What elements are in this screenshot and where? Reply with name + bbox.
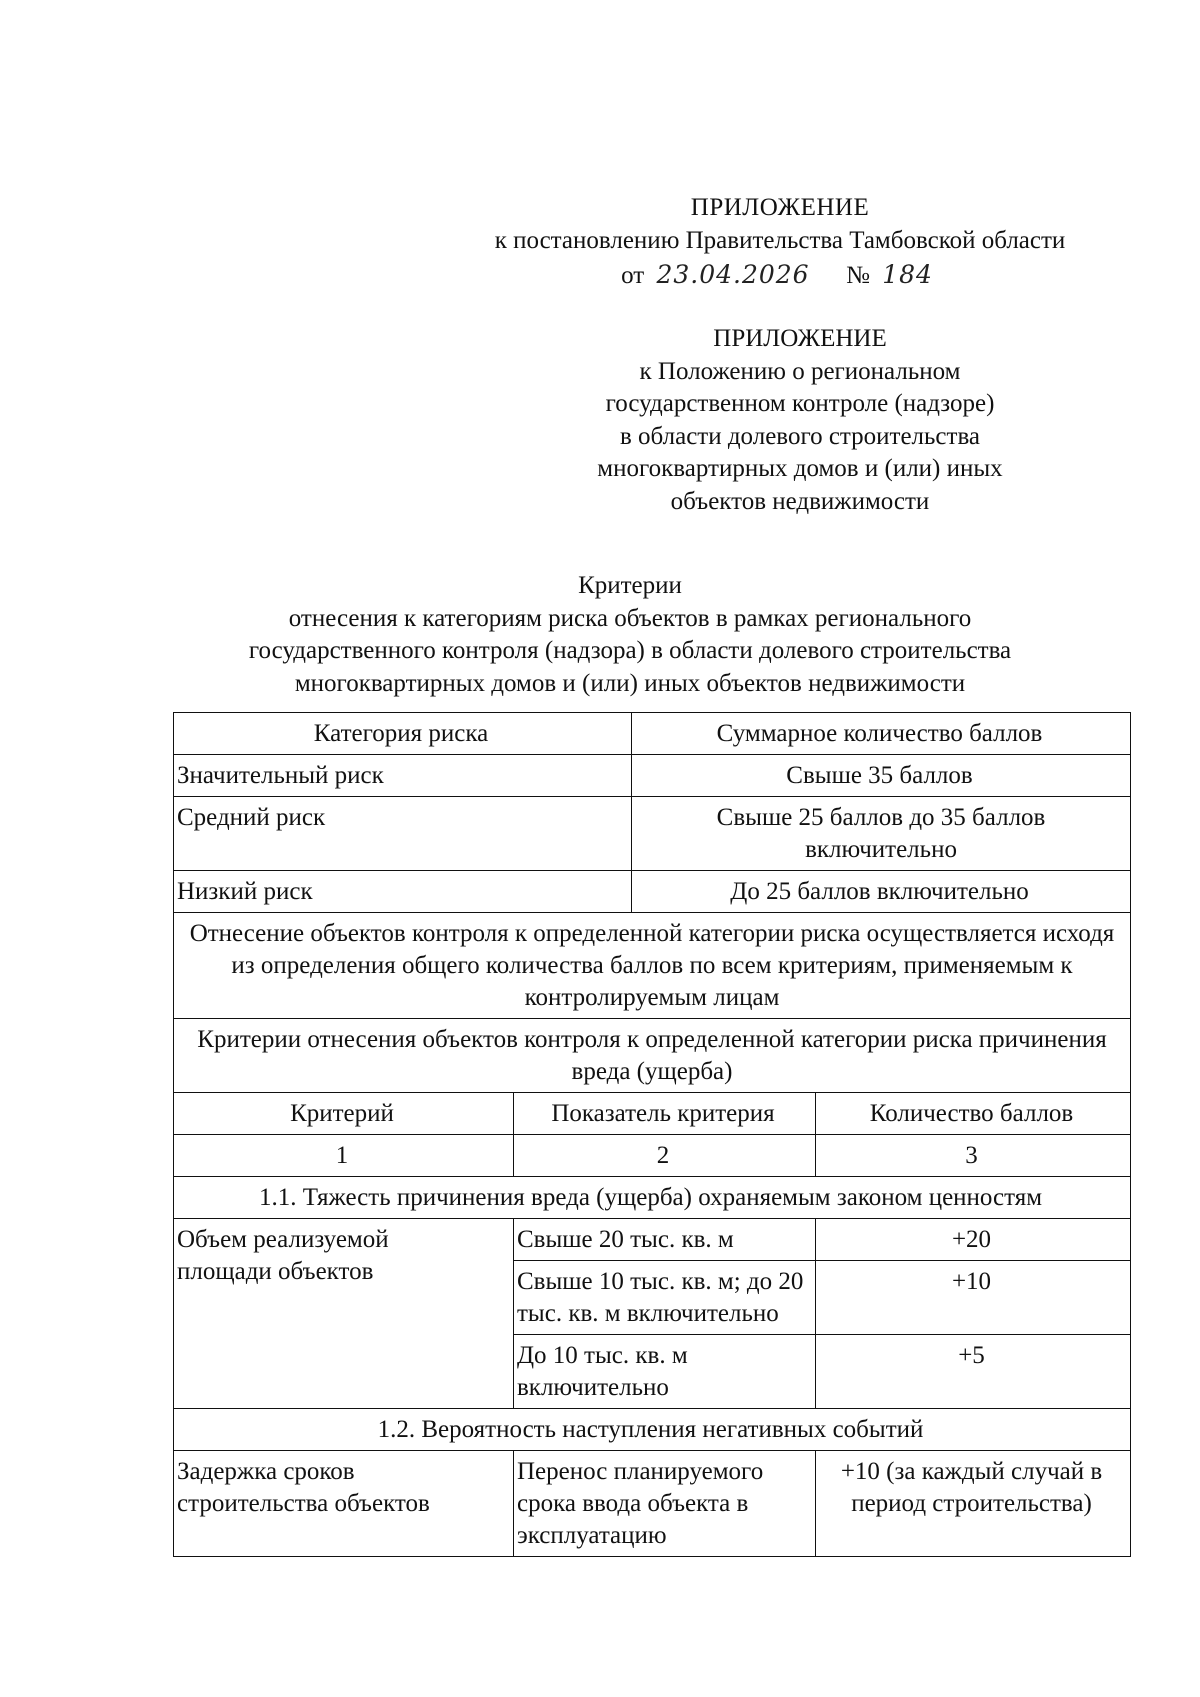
handwritten-number: 184 (882, 260, 933, 289)
table-row (174, 913, 1131, 1019)
table-row (174, 797, 1131, 871)
table-row (174, 1451, 1131, 1557)
appendix-regulation-line: к Положению о региональном (639, 357, 961, 385)
number-prefix: № (846, 262, 870, 289)
appendix-main-dateline (420, 259, 1140, 293)
column-number: 1 (174, 1135, 514, 1177)
points-cell: +20 (816, 1219, 1131, 1261)
table-row (174, 1409, 1131, 1451)
risk-category-cell: Средний риск (174, 797, 632, 871)
appendix-main-block (420, 192, 1140, 293)
indicator-cell: Свыше 20 тыс. кв. м (514, 1219, 816, 1261)
column-header-criterion: Критерий (174, 1093, 514, 1135)
appendix-main-title: ПРИЛОЖЕНИЕ (690, 194, 870, 221)
table-row (174, 1219, 1131, 1261)
column-number: 3 (816, 1135, 1131, 1177)
criteria-subtitle: Критерии отнесения объектов контроля к определенной категории риска причинения вреда (ущерба) (174, 1019, 1131, 1093)
appendix-regulation-line: государственном контроле (надзоре) (605, 390, 995, 417)
risk-points-cell: Свыше 25 баллов до 35 баллов включительно (632, 797, 1131, 871)
table-row (174, 1019, 1131, 1093)
risk-criteria-table (173, 712, 1131, 1557)
table-row (174, 713, 1131, 755)
indicator-cell: До 10 тыс. кв. м включительно (514, 1335, 816, 1409)
criteria-line: государственного контроля (надзора) в области долевого строительства (248, 637, 1012, 664)
table-row (174, 1093, 1131, 1135)
appendix-regulation-block (520, 323, 1080, 518)
points-cell: +10 (за каждый случай в период строительства) (816, 1451, 1131, 1557)
points-cell: +5 (816, 1335, 1131, 1409)
points-cell: +10 (816, 1261, 1131, 1335)
risk-points-cell: Свыше 35 баллов (632, 755, 1131, 797)
criteria-heading (170, 570, 1090, 700)
section-title: 1.1. Тяжесть причинения вреда (ущерба) охраняемым законом ценностям (174, 1177, 1131, 1219)
criteria-line: отнесения к категориям риска объектов в рамках регионального (288, 604, 972, 632)
table-row (174, 1135, 1131, 1177)
criterion-cell: Объем реализуемой площади объектов (174, 1219, 514, 1409)
appendix-regulation-line: многоквартирных домов и (или) иных (597, 455, 1003, 482)
table-note: Отнесение объектов контроля к определенной категории риска осуществляется исходя из определения общего количества баллов по всем критериям, применяемым к контролируемым лицам (174, 913, 1131, 1019)
criteria-title: Критерии (578, 572, 682, 599)
column-header-indicator: Показатель критерия (514, 1093, 816, 1135)
indicator-cell: Перенос планируемого срока ввода объекта в эксплуатацию (514, 1451, 816, 1557)
column-number: 2 (514, 1135, 816, 1177)
table-row (174, 1177, 1131, 1219)
appendix-regulation-line: в области долевого строительства (619, 422, 981, 450)
risk-category-cell: Низкий риск (174, 871, 632, 913)
header-points: Суммарное количество баллов (632, 713, 1131, 755)
handwritten-date: 23.04.2026 (656, 260, 810, 289)
criterion-cell: Задержка сроков строительства объектов (174, 1451, 514, 1557)
indicator-cell: Свыше 10 тыс. кв. м; до 20 тыс. кв. м включительно (514, 1261, 816, 1335)
risk-points-cell: До 25 баллов включительно (632, 871, 1131, 913)
section-title: 1.2. Вероятность наступления негативных событий (174, 1409, 1131, 1451)
appendix-main-subtitle: к постановлению Правительства Тамбовской области (494, 226, 1066, 254)
risk-category-cell: Значительный риск (174, 755, 632, 797)
header-category: Категория риска (174, 713, 632, 755)
appendix-regulation-line: объектов недвижимости (670, 487, 930, 515)
criteria-line: многоквартирных домов и (или) иных объектов недвижимости (294, 669, 966, 697)
appendix-regulation-title: ПРИЛОЖЕНИЕ (713, 325, 887, 352)
column-header-points: Количество баллов (816, 1093, 1131, 1135)
table-row (174, 871, 1131, 913)
date-prefix: от (621, 262, 645, 289)
table-row (174, 755, 1131, 797)
